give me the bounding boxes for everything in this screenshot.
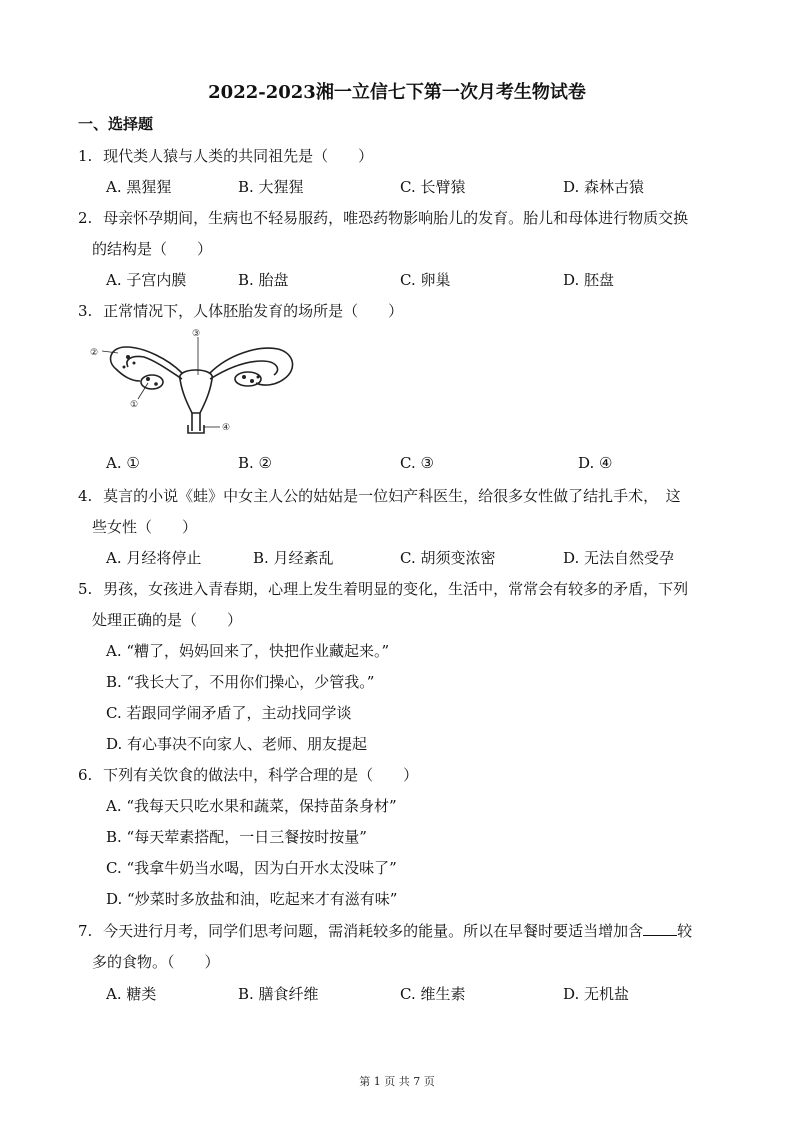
question-text-continued: 的结构是（ ）	[92, 240, 213, 258]
label-3: ③	[192, 329, 201, 339]
question-number: 1.	[78, 147, 93, 165]
question-text: 莫言的小说《蛙》中女主人公的姑姑是一位妇产科医生，给很多女性做了结扎手术， 这	[103, 487, 681, 505]
question-text: 现代类人猿与人类的共同祖先是（ ）	[103, 147, 374, 165]
option-c: C. ③	[400, 454, 434, 472]
option-b: B. ②	[238, 454, 273, 472]
option-a: A. “我每天只吃水果和蔬菜，保持苗条身材”	[106, 797, 397, 815]
option-d: D. 无机盐	[563, 985, 630, 1003]
question-text-continued: 多的食物。（ ）	[92, 953, 220, 971]
option-b: B. 月经紊乱	[253, 549, 334, 567]
label-2: ②	[90, 348, 99, 358]
uterus-diagram	[88, 327, 300, 439]
question-text: 正常情况下，人体胚胎发育的场所是（ ）	[103, 302, 404, 320]
section-heading: 一、选择题	[78, 115, 154, 133]
fill-in-blank	[643, 923, 677, 936]
question-number: 5.	[78, 580, 93, 598]
question-number: 7.	[78, 922, 93, 940]
question-text: 今天进行月考，同学们思考问题，需消耗较多的能量。所以在早餐时要适当增加含	[103, 922, 644, 940]
question-text-end: 较	[677, 922, 693, 940]
question-3	[78, 300, 403, 321]
question-text: 男孩，女孩进入青春期，心理上发生着明显的变化，生活中，常常会有较多的矛盾，下列	[103, 580, 689, 598]
question-5	[78, 578, 688, 599]
option-d: D. 有心事决不向家人、老师、朋友提起	[106, 735, 368, 753]
option-b: B. “我长大了，不用你们操心，少管我。”	[106, 673, 375, 691]
option-a: A. 子宫内膜	[106, 271, 187, 289]
option-c: C. 若跟同学闹矛盾了，主动找同学谈	[106, 704, 352, 722]
label-1: ①	[130, 400, 139, 410]
question-4	[78, 485, 681, 506]
option-a: A. “糟了，妈妈回来了，快把作业藏起来。”	[106, 642, 390, 660]
page-title: 2022-2023湘一立信七下第一次月考生物试卷	[208, 82, 586, 103]
option-a: A. 糖类	[106, 985, 157, 1003]
option-b: B. “每天荤素搭配，一日三餐按时按量”	[106, 828, 367, 846]
option-c: C. 胡须变浓密	[400, 549, 496, 567]
label-4: ④	[222, 423, 231, 433]
option-b: B. 胎盘	[238, 271, 289, 289]
option-c: C. 维生素	[400, 985, 466, 1003]
option-d: D. ④	[578, 454, 613, 472]
question-text-continued: 些女性（ ）	[92, 518, 198, 536]
question-text: 下列有关饮食的做法中，科学合理的是（ ）	[103, 766, 419, 784]
question-6	[78, 764, 418, 785]
option-b: B. 大猩猩	[238, 178, 304, 196]
option-d: D. 森林古猿	[563, 178, 645, 196]
question-number: 6.	[78, 766, 93, 784]
question-text-continued: 处理正确的是（ ）	[92, 611, 243, 629]
question-7	[78, 920, 692, 941]
question-number: 3.	[78, 302, 93, 320]
question-number: 2.	[78, 209, 93, 227]
option-a: A. 黑猩猩	[106, 178, 172, 196]
option-a: A. 月经将停止	[106, 549, 202, 567]
page-footer: 第 1 页 共 7 页	[359, 1075, 435, 1088]
question-1	[78, 145, 373, 166]
option-c: C. “我拿牛奶当水喝，因为白开水太没味了”	[106, 859, 397, 877]
option-d: D. 无法自然受孕	[563, 549, 675, 567]
option-b: B. 膳食纤维	[238, 985, 319, 1003]
question-number: 4.	[78, 487, 93, 505]
option-d: D. 胚盘	[563, 271, 615, 289]
question-text: 母亲怀孕期间，生病也不轻易服药，唯恐药物影响胎儿的发育。胎儿和母体进行物质交换	[103, 209, 689, 227]
option-a: A. ①	[106, 454, 140, 472]
option-d: D. “炒菜时多放盐和油，吃起来才有滋有味”	[106, 890, 398, 908]
question-2	[78, 207, 688, 228]
option-c: C. 卵巢	[400, 271, 451, 289]
option-c: C. 长臂猿	[400, 178, 466, 196]
